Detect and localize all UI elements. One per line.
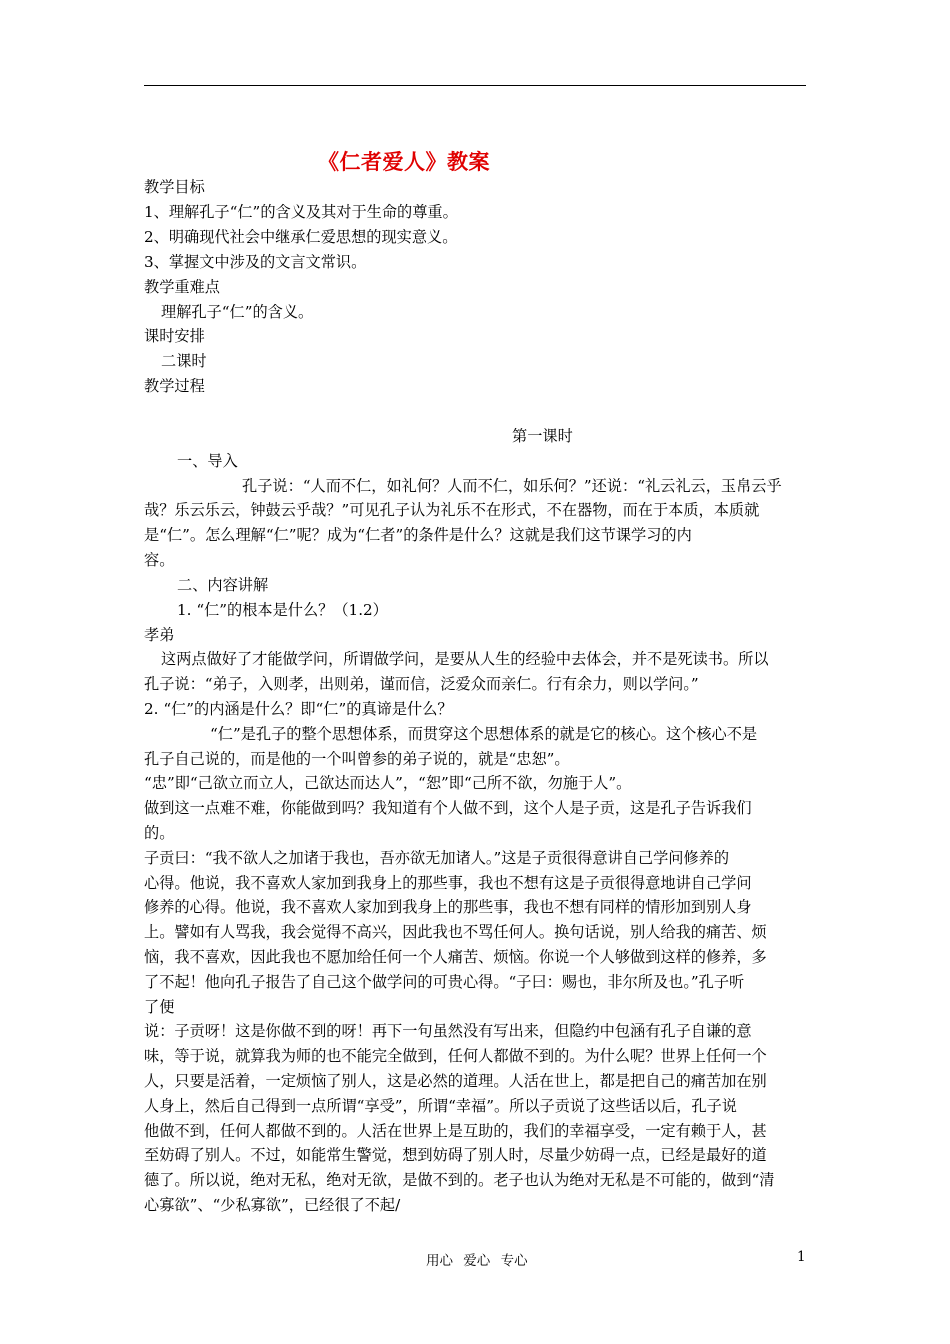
text-line: 了便 (144, 998, 175, 1016)
text-line: 了不起！他向孔子报告了自己这个做学问的可贵心得。“子曰：赐也，非尔所及也。”孔子听 (144, 973, 745, 991)
text-line: 心得。他说，我不喜欢人家加到我身上的那些事，我也不想有这是子贡很得意地讲自己学问 (144, 874, 752, 892)
text-line: 3、掌握文中涉及的文言文常识。 (144, 253, 367, 271)
text-line: 理解孔子“仁”的含义。 (161, 303, 314, 321)
footer-motto: 用心 爱心 专心 (426, 1253, 528, 1269)
header-rule (144, 85, 806, 86)
text-line: 2. “仁”的内涵是什么？即“仁”的真谛是什么？ (144, 700, 453, 718)
text-line: 的。 (144, 824, 175, 842)
text-line: 做到这一点难不难，你能做到吗？我知道有个人做不到，这个人是子贡，这是孔子告诉我们 (144, 799, 752, 817)
text-line: 说：子贡呀！这是你做不到的呀！再下一句虽然没有写出来，但隐约中包涵有孔子自谦的意 (144, 1022, 752, 1040)
text-line: 二、内容讲解 (177, 576, 269, 594)
text-line: 他做不到，任何人都做不到的。人活在世界上是互助的，我们的幸福享受，一定有赖于人，甚 (144, 1122, 767, 1140)
text-line: 孔子说：“人而不仁，如礼何？人而不仁，如乐何？”还说：“礼云礼云，玉帛云乎 (242, 477, 782, 495)
text-line: 容。 (144, 551, 175, 569)
text-line: 人身上，然后自己得到一点所谓“享受”，所谓“幸福”。所以子贡说了这些话以后，孔子说 (144, 1097, 737, 1115)
text-line: 教学过程 (144, 377, 205, 395)
text-line: 恼，我不喜欢，因此我也不愿加给任何一个人痛苦、烦恼。你说一个人够做到这样的修养，多 (144, 948, 767, 966)
document-title: 《仁者爱人》教案 (318, 149, 490, 174)
text-line: 这两点做好了才能做学问，所谓做学问，是要从人生的经验中去体会，并不是死读书。所以 (161, 650, 769, 668)
text-line: 教学重难点 (144, 278, 220, 296)
text-line: 德了。所以说，绝对无私，绝对无欲，是做不到的。老子也认为绝对无私是不可能的，做到“清 (144, 1171, 775, 1189)
text-line: 孔子自己说的，而是他的一个叫曾参的弟子说的，就是“忠恕”。 (144, 750, 570, 768)
text-line: 课时安排 (144, 327, 205, 345)
text-line: 至妨碍了别人。不过，如能常生警觉，想到妨碍了别人时，尽量少妨碍一点，已经是最好的道 (144, 1146, 767, 1164)
text-line: 教学目标 (144, 178, 205, 196)
text-line: 上。譬如有人骂我，我会觉得不高兴，因此我也不骂任何人。换句话说，别人给我的痛苦、烦 (144, 923, 767, 941)
text-line: 2、明确现代社会中继承仁爱思想的现实意义。 (144, 228, 458, 246)
text-line: “忠”即“己欲立而立人，己欲达而达人”，“恕”即“己所不欲，勿施于人”。 (144, 774, 632, 792)
text-line: 子贡曰：“我不欲人之加诸于我也，吾亦欲无加诸人。”这是子贡很得意讲自己学问修养的 (144, 849, 730, 867)
text-line: 1. “仁”的根本是什么？（1.2） (177, 601, 388, 619)
text-line: 修养的心得。他说，我不喜欢人家加到我身上的那些事，我也不想有同样的情形加到别人身 (144, 898, 752, 916)
text-line: “仁”是孔子的整个思想体系，而贯穿这个思想体系的就是它的核心。这个核心不是 (210, 725, 758, 743)
text-line: 一、导入 (177, 452, 238, 470)
text-line: 1、理解孔子“仁”的含义及其对于生命的尊重。 (144, 203, 458, 221)
text-line: 孔子说：“弟子，入则孝，出则弟，谨而信，泛爱众而亲仁。行有余力，则以学问。” (144, 675, 699, 693)
text-line: 心寡欲”、“少私寡欲”，已经很了不起/ (144, 1196, 401, 1214)
text-line: 是“仁”。怎么理解“仁”呢？成为“仁者”的条件是什么？这就是我们这节课学习的内 (144, 526, 692, 544)
text-line: 人，只要是活着，一定烦恼了别人，这是必然的道理。人活在世上，都是把自己的痛苦加在别 (144, 1072, 767, 1090)
section-heading: 第一课时 (512, 427, 573, 445)
text-line: 哉？乐云乐云，钟鼓云乎哉？”可见孔子认为礼乐不在形式，不在器物，而在于本质，本质就 (144, 501, 760, 519)
text-line: 孝弟 (144, 626, 175, 644)
page-number: 1 (797, 1249, 806, 1265)
text-line: 味，等于说，就算我为师的也不能完全做到，任何人都做不到的。为什么呢？世界上任何一个 (144, 1047, 767, 1065)
text-line: 二课时 (161, 352, 207, 370)
